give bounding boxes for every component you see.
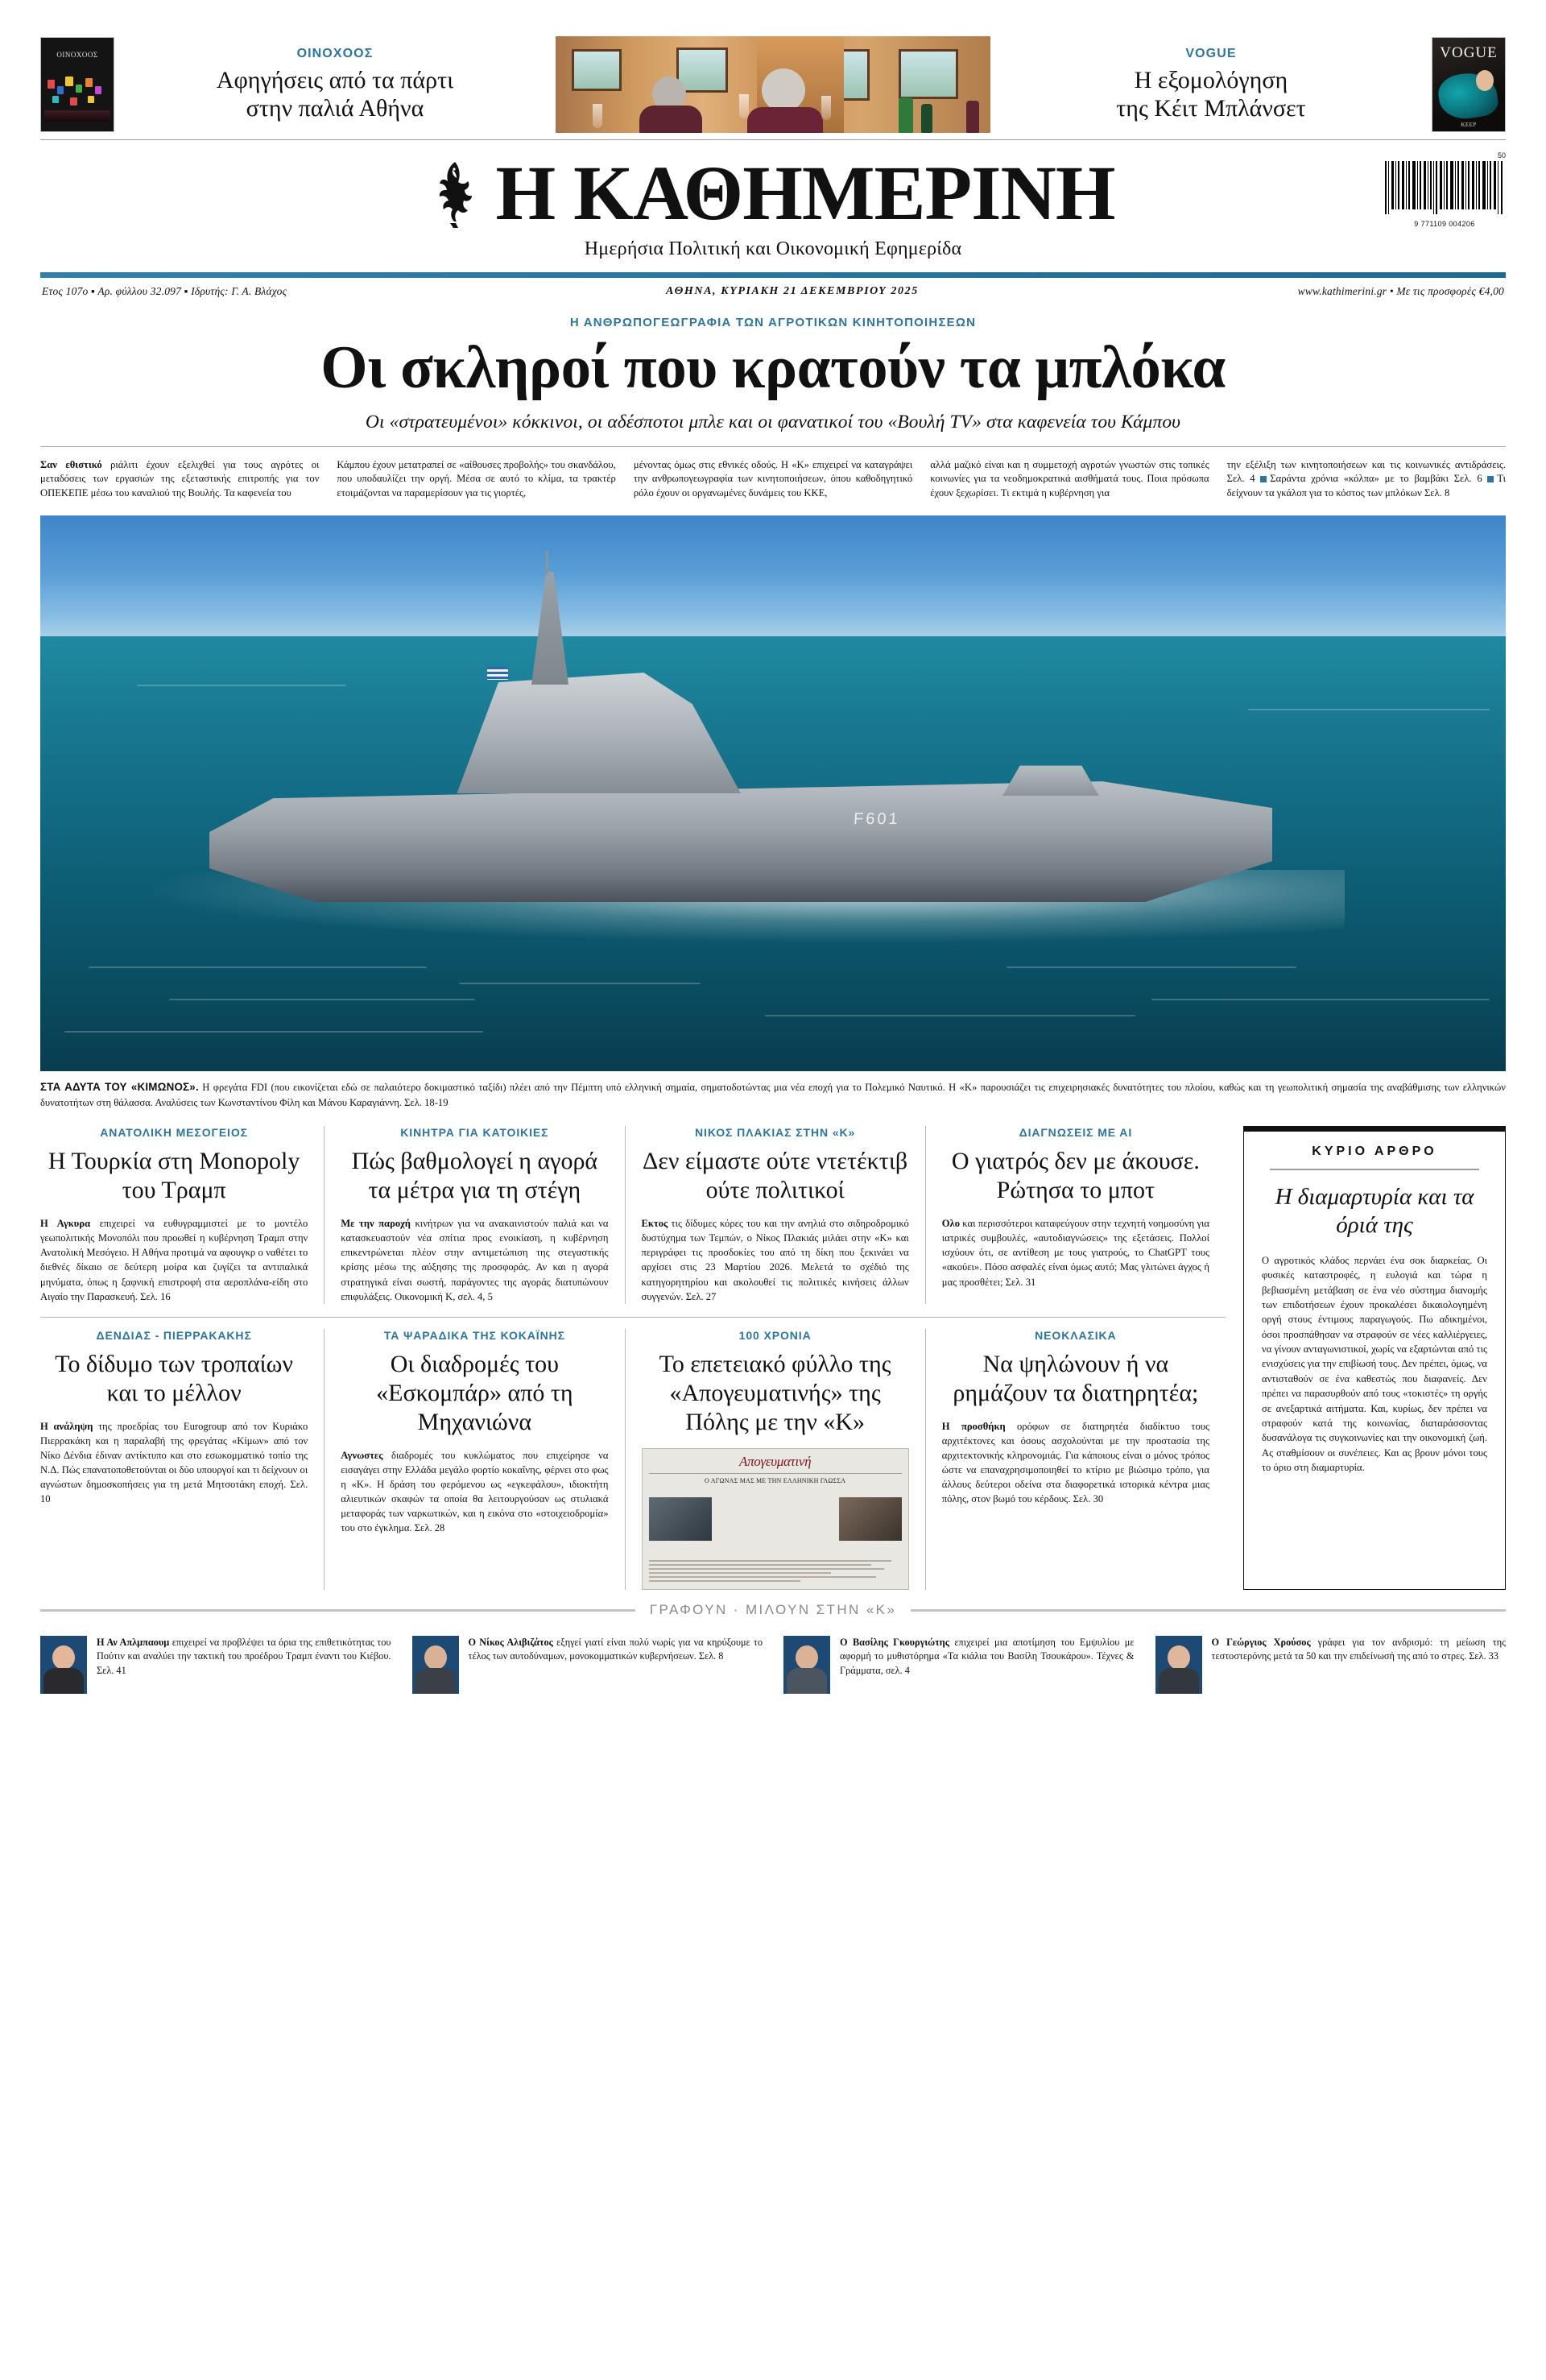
intro-text: αλλά μαζικό είναι και η συμμετοχή αγροτών γνωστών στις τοπικές κοινωνίες για τα νεοδημοκρατικά αισθήματά τους. Ποια πρόσωπα έχουν ξεχωρίσει. Τι εκτιμά η κυβέρνηση για <box>930 458 1209 499</box>
intro-text: Κάμπου έχουν μετατραπεί σε «αίθουσες προβολής» του σκανδάλου, που υποδαυλίζει την οργή. Μέσα σε αυτό το κλίμα, τα τρακτέρ ετοιμάζονται να παραμερίσουν για τις γιορτές, <box>337 458 616 499</box>
caption-lead: ΣΤΑ ΑΔΥΤΑ ΤΟΥ «ΚΙΜΩΝΟΣ». <box>40 1081 199 1094</box>
masthead-subtitle: Ημερήσια Πολιτική και Οικονομική Εφημερίδα <box>584 238 962 259</box>
article-text: τις δίδυμες κόρες του και την ανηλιά στο σιδηροδρομικό δυστύχημα των Τεμπών, ο Νίκος Πλακιάς μιλάει στην «Κ» και περιγράφει τις προσδοκίες του από τη δίκη που ξεκινάει να αρχίσει στις 23 Μαρτίου 2026. Μελετά το σχέδιό της κατηγορητηρίου και ακολουθεί τις πολιτικές κινήσεις άλλων συγγενών. Σελ. 27 <box>641 1218 909 1302</box>
greek-flag-icon <box>487 667 508 680</box>
ship-hull-number: F601 <box>853 810 901 829</box>
article-kinitra-gia-katoikies[interactable] <box>324 1126 624 1304</box>
bullet-square-icon <box>1260 476 1267 482</box>
article-kicker: 100 ΧΡΟΝΙΑ <box>738 1328 812 1342</box>
promo-vogue[interactable] <box>990 36 1506 133</box>
article-text: ορόφων σε διατηρητέα διαδίκτυο τους αρχιτέκτονες και όσους ασχολούνται με την προστασία της αρχιτεκτονικής κληρονομιάς. Για κάποιους είναι ο μόνος τρόπος ώστε να επαναχρησιμοποιηθεί το κτίριο με βιώσιμο τρόπο, για άλλους δεύτεροι οδείνα στα διαφορετικά ιστορικά κέντρα μιας πόλης, στον βωμό του κέρδους. Σελ. 30 <box>941 1420 1209 1505</box>
griffin-logo-icon <box>431 159 481 228</box>
top-promo-banner <box>40 36 1506 133</box>
contributor-item[interactable] <box>1155 1636 1507 1694</box>
contributors-header: ΓΡΑΦΟΥΝ · ΜΙΛΟΥΝ ΣΤΗΝ «Κ» <box>40 1602 1506 1618</box>
contributor-name: Ο Βασίλης Γκουργιώτης <box>840 1636 949 1648</box>
article-lead-in: Η ανάληψη <box>40 1420 93 1432</box>
lead-kicker: Η ΑΝΘΡΩΠΟΓΕΩΓΡΑΦΙΑ ΤΩΝ ΑΓΡΟΤΙΚΩΝ ΚΙΝΗΤΟΠΟΙΗΣΕΩΝ <box>569 316 977 329</box>
article-row-1 <box>40 1126 1226 1304</box>
article-text: κινήτρων για να ανακαινιστούν παλιά και να κατασκευαστούν νέα σπίτια προς ενοικίαση, η κυβέρνηση επικεντρώνεται πλέον στην αντιμετώπιση της στεγαστικής κρίσης μέσω της αύξησης της προσφοράς. Αν και η αγορά στρατηγικά είναι σωστή, παράγοντες της αγοράς διατυπώνουν επιφυλάξεις. Οικονομική Κ, σελ. 4, 5 <box>341 1218 609 1302</box>
main-photo-caption <box>40 1079 1506 1110</box>
newspaper-front-page <box>0 36 1546 2380</box>
barcode <box>1383 151 1506 228</box>
intro-text: την εξέλιξη των κινητοποιήσεων και τις κοινωνικές αντιδράσεις. Σελ. 4 <box>1226 458 1507 485</box>
article-row-divider <box>40 1317 1226 1318</box>
contributor-item[interactable] <box>783 1636 1135 1694</box>
article-kicker: ΔΕΝΔΙΑΣ - ΠΙΕΡΡΑΚΑΚΗΣ <box>96 1328 252 1342</box>
article-kicker: ΝΕΟΚΛΑΣΙΚΑ <box>1035 1328 1117 1342</box>
vogue-headline-line1: Η εξομολόγηση <box>1134 66 1288 93</box>
contributor-avatar <box>412 1636 459 1694</box>
article-diagnoseis-me-ai[interactable] <box>925 1126 1226 1304</box>
contributor-text: γράφει για τον ανδρισμό: τη μείωση της τεστοστερόνης μετά τα 50 και την επιδείνωσή της από το στρες. Σελ. 33 <box>1211 1636 1506 1662</box>
bullet-square-icon <box>1487 476 1494 482</box>
article-headline[interactable]: Ο γιατρός δεν με άκουσε. Ρώτησα το μποτ <box>951 1148 1200 1204</box>
article-kicker: ΑΝΑΤΟΛΙΚΗ ΜΕΣΟΓΕΙΟΣ <box>100 1126 248 1140</box>
article-nikos-plakias[interactable] <box>625 1126 925 1304</box>
article-headline[interactable]: Το δίδυμο των τροπαίων και το μέλλον <box>55 1350 293 1406</box>
caption-body: Η φρεγάτα FDI (που εικονίζεται εδώ σε παλαιότερο δοκιμαστικό ταξίδι) πλέει από την Πέμπτη υπό ελληνική σημαία, σηματοδοτώντας μια νέα εποχή για το Πολεμικό Ναυτικό. Η «Κ» παρουσιάζει τις επιχειρησιακές δυνατότητες του πλοίου, καθώς και τη γεωπολιτική σημασία της αναβάθμισης των ελληνικών δυνατοτήτων στη θάλασσα. Αναλύσεις των Κωνσταντίνου Φίλη και Μάνου Καραγιάννη. Σελ. 18-19 <box>40 1082 1506 1108</box>
lead-deck: Οι «στρατευμένοι» κόκκινοι, οι αδέσποτοι μπλε και οι φανατικοί του «Βουλή TV» στα καφενεία του Κάμπου <box>365 411 1181 433</box>
contributor-avatar <box>40 1636 87 1694</box>
contributors-list <box>40 1636 1506 1694</box>
intro-column <box>1227 458 1506 502</box>
oinochoos-thumb-label: ΟΙΝΟΧΟΟΣ <box>56 51 98 59</box>
article-kicker: ΤΑ ΨΑΡΑΔΙΚΑ ΤΗΣ ΚΟΚΑΪΝΗΣ <box>383 1328 565 1342</box>
ship-hull <box>209 781 1272 902</box>
promo-oinochoos[interactable] <box>40 36 556 133</box>
editorial-kicker: ΚΥΡΙΟ ΑΡΘΡΟ <box>1312 1144 1437 1159</box>
masthead <box>40 140 1506 261</box>
mini-paper-headline: Ο ΑΓΩΝΑΣ ΜΑΣ ΜΕ ΤΗΝ ΕΛΛΗΝΙΚΗ ΓΛΩΣΣΑ <box>705 1476 846 1484</box>
article-headline[interactable]: Πώς βαθμολογεί η αγορά τα μέτρα για τη στέγη <box>351 1148 598 1204</box>
article-text: της προεδρίας του Eurogroup από τον Κυριάκο Πιερρακάκη και η παραλαβή της φρεγάτας «Κίμων» από τον Νίκο Δένδια έδιναν αντίκτυπο και στο εσωκομματικό τοπίο της Ν.Δ. Πώς επανατοποθετούνται οι δύο υπουργοί και τι δείχνουν οι αγνώστων δημοσκοπήσεις για τη μετά Μητσοτάκη εποχή. Σελ. 10 <box>40 1420 308 1505</box>
article-kicker: ΚΙΝΗΤΡΑ ΓΙΑ ΚΑΤΟΙΚΙΕΣ <box>400 1126 549 1140</box>
barcode-issue-code: 50 <box>1497 151 1506 159</box>
article-lead-in: Εκτος <box>641 1218 668 1230</box>
barcode-number: 9 771109 004206 <box>1414 220 1475 228</box>
contributor-text: εξηγεί γιατί είναι πολύ νωρίς για να κηρύξουμε το τέλος των αυτοδύναμων, μονοκομματικών κυβερνήσεων. Σελ. 8 <box>468 1636 763 1662</box>
article-text: επιχειρεί να ευθυγραμμιστεί με το μοντέλο γεωπολιτικής Μονοπόλι που προωθεί η κυβέρνηση Τραμπ στην Ανατολική Μεσόγειο. Η Αθήνα προτιμά να αφουγκρ ο ναθέτει το διεθνές δίκαιο σε δεύτερη μοίρα και ζυγίζει τα αντιπαλικά μηνύματα, όπως η ξαφνική επιστροφή στα αεροπλάνα-είδη στο Αιγαίο την Παρασκευή. Σελ. 16 <box>40 1218 308 1302</box>
article-headline[interactable]: Δεν είμαστε ούτε ντετέκτιβ ούτε πολιτικοί <box>643 1148 908 1204</box>
mini-paper-photo-right <box>839 1497 902 1541</box>
mini-paper-masthead: Απογευματινή <box>739 1453 812 1469</box>
editorial-box[interactable] <box>1243 1126 1506 1590</box>
intro-lead-in: Σαν εθιστικό <box>40 458 102 470</box>
article-lead-in: Η Αγκυρα <box>40 1218 91 1230</box>
article-psaradika-tis-kokainis[interactable] <box>324 1329 624 1590</box>
article-100-chronia[interactable] <box>625 1329 925 1590</box>
article-headline[interactable]: Να ψηλώνουν ή να ρημάζουν τα διατηρητέα; <box>953 1350 1199 1406</box>
article-headline[interactable]: Οι διαδρομές του «Εσκομπάρ» από τη Μηχανιώνα <box>376 1350 573 1435</box>
editorial-column <box>1226 1126 1506 1590</box>
contributor-name: Η Αν Απλμπαουμ <box>97 1636 170 1648</box>
intro-column <box>634 458 912 502</box>
intro-bullet[interactable]: Τι δείχνουν τα γκάλοπ για το κόστος των μπλόκων Σελ. 8 <box>1226 473 1507 499</box>
contributor-text: επιχειρεί να προβλέψει τα όρια της επιθετικότητας του Πούτιν και αναλύει την τακτική του προέδρου Τραμπ έναντι του Κιέβου. Σελ. 41 <box>97 1636 391 1676</box>
editorial-body: Ο αγροτικός κλάδος περνάει ένα σοκ διαρκείας. Οι φυσικές καταστροφές, η ευλογιά και τώρα η βεβιασμένη μετάβαση σε ένα νέο σύστημα διανομής των επιδοτήσεων έχουν προκαλέσει δικαιολογημένη οργή στους έντιμους παραγωγούς. Πω αδικημένοι, όσοι προσπάθησαν να στραφούν σε νέες καλλιέργειες, να γίνουν ανταγωνιστικοί, χωρίς να εξαρτώνται από τις ενισχύσεις για την επιβίωσή τους. Δεν πρέπει, όμως, να αντισταθούν σε ένα καθεστώς που διαφανείς. Δεν πρέπει να παρασυρθούν από τους «τοκιστές» τη οργής σε ανεξαρτικά αιτήματα. Και, κυρίως, δεν πρέπει να στραφούν κατά της κοινωνίας, διαταράσσοντας δυσανάλογα τις συγκοινωνίες και την οικονομική ζωή. Ας σταθμίσουν οι συνέπειες. Και ας βρουν μόνοι τους το όριο στη διαμαρτυρία. <box>1262 1254 1488 1474</box>
dateline-left: Ετος 107ο ▪ Αρ. φύλλου 32.097 ▪ Ιδρυτής: Γ. Α. Βλάχος <box>42 285 287 297</box>
article-lead-in: Ολο <box>941 1218 961 1230</box>
contributor-avatar <box>1155 1636 1202 1694</box>
masthead-title: Η ΚΑΘΗΜΕΡΙΝΗ <box>495 150 1115 236</box>
vogue-magazine-thumbnail[interactable] <box>1432 37 1506 132</box>
vogue-headline-line2: της Κέιτ Μπλάνσετ <box>1116 95 1306 122</box>
contributor-item[interactable] <box>40 1636 391 1694</box>
mini-paper-photo-left <box>649 1497 712 1541</box>
lead-headline[interactable]: Οι σκληροί που κρατούν τα μπλόκα <box>320 334 1226 401</box>
editorial-divider <box>1270 1169 1479 1170</box>
apogevmatini-front-page-thumbnail[interactable] <box>642 1448 909 1590</box>
article-headline[interactable]: Η Τουρκία στη Monopoly του Τραμπ <box>48 1148 300 1204</box>
contributor-item[interactable] <box>412 1636 763 1694</box>
mini-paper-text-lines <box>649 1560 902 1584</box>
oinochoos-promo-text <box>114 47 556 123</box>
article-neoklasika[interactable] <box>925 1329 1226 1590</box>
lead-intro-columns <box>40 458 1506 502</box>
dateline-right: www.kathimerini.gr • Με τις προσφορές €4,00 <box>1297 285 1504 297</box>
oinochoos-kicker: ΟΙΝΟΧΟΟΣ <box>296 46 374 60</box>
lead-story <box>40 304 1506 433</box>
article-lead-in: Με την παροχή <box>341 1218 411 1230</box>
barcode-bars-icon <box>1383 161 1506 214</box>
article-grid <box>40 1126 1506 1590</box>
oinochoos-headline-line2: στην παλιά Αθήνα <box>246 95 424 122</box>
article-dendias-pierrakakis[interactable] <box>40 1329 324 1590</box>
intro-text: μένοντας όμως στις εθνικές οδούς. Η «Κ» επιχειρεί να καταγράψει την ανθρωπογεωγραφία των κινητοποιήσεων, όπου καθοδηγητικό ρόλο έχουν οι οργανωμένες δυνάμεις του ΚΚΕ, <box>633 458 913 499</box>
article-lead-in: Αγνωστες <box>341 1449 383 1461</box>
lead-divider <box>40 446 1506 447</box>
intro-bullet[interactable]: Σαράντα χρόνια «κόλπα» με το βαμβάκι Σελ. 6 <box>1270 473 1482 485</box>
main-photo-frigate <box>40 515 1506 1071</box>
article-headline[interactable]: Το επετειακό φύλλο της «Απογευματινής» της Πόλης με την «Κ» <box>659 1350 891 1435</box>
intro-column <box>40 458 319 502</box>
intro-text: ριάλιτι έχουν εξελιχθεί για τους αγρότες οι μεταδόσεις των εργασιών της εξεταστικής επιτροπής για τον ΟΠΕΚΕΠΕ μέσω του καναλιού της Βουλής. Τα καφενεία του <box>40 458 320 499</box>
vogue-thumb-label: VOGUE <box>1440 44 1498 61</box>
contributor-text: επιχειρεί μια αποτίμηση του Εμψυλίου με αφορμή το μυθιστόρημα «Τα κιάλια του Βασίλη Τσουκάρου». Τέχνες & Γράμματα, σελ. 4 <box>840 1636 1135 1676</box>
vogue-kicker: VOGUE <box>1185 46 1237 60</box>
article-anatoliki-mesogeios[interactable] <box>40 1126 324 1304</box>
oinochoos-magazine-thumbnail[interactable] <box>40 37 114 132</box>
blue-rule <box>40 272 1506 278</box>
intro-column <box>930 458 1209 502</box>
vogue-thumb-sub: KEEP <box>1461 122 1477 128</box>
article-lead-in: Η προσθήκη <box>941 1420 1006 1432</box>
article-text: και περισσότεροι καταφεύγουν στην τεχνητή νοημοσύνη για ιατρικές συμβουλές, «αυτοδιαγνώσεις» της εξετάσεις. Πολλοί ισχύουν ότι, σε αντίθεση με τους γιατρούς, το ChatGPT τους «ακούει». Πόσο ασφαλές είναι όμως αυτό; Μας γλιτώνει άγχος ή μας προσθέτει; Σελ. 31 <box>941 1218 1209 1288</box>
dateline-band <box>40 272 1506 304</box>
article-text: διαδρομές του κυκλώματος που επιχείρησε να εισαγάγει στην Ελλάδα μεγάλο φορτίο κοκαΐνης, φέρνει στο φως η «Κ». Η δράση του φερόμενου ως «εγκεφάλου», ιδιοκτήτη αλιευτικών σκαφών τα οποία θα λειτουργούσαν ως στυλιακά μεταφοράς των ναρκωτικών, και η εικόνα στο «στοιχειοδρομία» του στο έγκλημα. Σελ. 28 <box>341 1449 609 1534</box>
editorial-headline[interactable]: Η διαμαρτυρία και τα όριά της <box>1275 1184 1474 1239</box>
contributor-name: Ο Γεώργιος Χρούσος <box>1211 1636 1311 1648</box>
dateline-center: ΑΘΗΝΑ, ΚΥΡΙΑΚΗ 21 ΔΕΚΕΜΒΡΙΟΥ 2025 <box>666 285 919 297</box>
oinochoos-headline-line1: Αφηγήσεις από τα πάρτι <box>216 66 454 93</box>
contributor-avatar <box>783 1636 830 1694</box>
article-kicker: ΝΙΚΟΣ ΠΛΑΚΙΑΣ ΣΤΗΝ «Κ» <box>695 1126 856 1140</box>
contributor-name: Ο Νίκος Αλιβιζάτος <box>468 1636 553 1648</box>
article-row-2 <box>40 1329 1226 1590</box>
intro-column <box>337 458 615 502</box>
banner-photo-wine-tasting <box>556 36 990 133</box>
vogue-promo-text <box>990 47 1432 123</box>
article-kicker: ΔΙΑΓΝΩΣΕΙΣ ΜΕ ΑΙ <box>1019 1126 1133 1140</box>
